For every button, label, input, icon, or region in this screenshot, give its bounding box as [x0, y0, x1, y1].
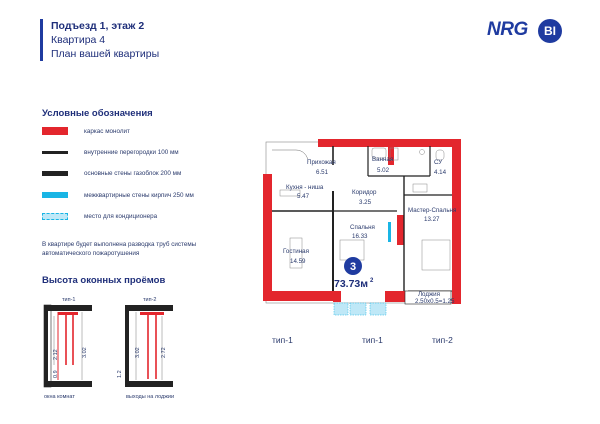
monolith-wall-right: [452, 139, 461, 304]
legend-title: Условные обозначения: [42, 108, 153, 119]
entrance-floor: Подъезд 1, этаж 2: [51, 20, 145, 32]
room-name-bedroom: Спальня: [350, 224, 375, 231]
room-name-kitchen: Кухня - ниша: [286, 184, 324, 191]
monolith-wall-bottom-left: [263, 291, 333, 301]
room-area-kitchen: 5.47: [297, 193, 310, 200]
window-heights-title: Высота оконных проёмов: [42, 275, 166, 286]
plan-window-type-left: тип-1: [272, 335, 293, 345]
room-name-living-room: Гостиная: [283, 248, 309, 255]
room-name-corridor: Коридор: [352, 189, 377, 196]
rooms-count: 3: [349, 261, 357, 273]
monolith-column-mid: [397, 215, 404, 245]
plan-window-type-middle: тип-1: [362, 335, 383, 345]
room-name-bathroom: Ванная: [372, 156, 394, 163]
room-name-master-bedroom: Мастер-Спальня: [408, 207, 457, 214]
monolith-wall-top: [318, 139, 456, 147]
floor-plan: [263, 139, 461, 315]
room-area-wc: 4.14: [434, 169, 447, 176]
aircon-place-1: [350, 303, 366, 315]
window-type-2-dim-2: 2.72: [161, 347, 167, 358]
window-type-2-dim-1: 3.02: [135, 347, 141, 358]
room-area-hallway: 6.51: [316, 169, 329, 176]
room-name-hallway: Прихожая: [307, 159, 336, 166]
logo-text: NRG: [487, 19, 528, 40]
legend-label: каркас монолит: [84, 127, 130, 135]
total-area-unit-sup: 2: [370, 278, 374, 284]
room-area-bedroom: 16.33: [352, 233, 368, 240]
window-type-2-diagram: [117, 297, 174, 400]
legend-label: основные стены газоблок 200 мм: [84, 169, 182, 177]
aircon-place-2: [370, 303, 386, 315]
logo-badge: BI: [538, 19, 562, 43]
window-type-1-caption: окна комнат: [44, 394, 75, 400]
room-area-master-bedroom: 13.27: [424, 216, 440, 223]
legend-label: место для кондиционера: [84, 212, 158, 220]
apartment-number: Квартира 4: [51, 34, 106, 46]
room-area-bathroom: 5.02: [377, 167, 390, 174]
window-type-2-dim-3: 1.2: [117, 370, 123, 378]
room-name-loggia: Лоджия: [418, 291, 440, 298]
window-type-2-caption: выходы на лоджии: [126, 394, 175, 400]
room-area-living-room: 14.59: [290, 258, 306, 265]
legend-label: внутренние перегородки 100 мм: [84, 148, 179, 156]
total-area: 73.73м: [334, 278, 369, 290]
window-type-1-label: тип-1: [62, 297, 76, 303]
aircon-place-3: [334, 303, 348, 315]
window-type-1-dim-1: 2.12: [53, 349, 59, 360]
room-name-wc: СУ: [434, 159, 443, 166]
window-type-1-dim-2: 3.02: [82, 347, 88, 358]
plan-subtitle: План вашей квартиры: [51, 48, 160, 60]
window-type-1-dim-3: 0.9: [53, 370, 59, 378]
plan-window-type-right: тип-2: [432, 335, 453, 345]
room-area-loggia: 2.50x0.5=1.25: [415, 298, 455, 305]
monolith-wall-left: [263, 174, 272, 300]
window-type-2-label: тип-2: [143, 297, 157, 303]
window-type-1-diagram: [44, 297, 92, 400]
fire-suppression-note: В квартире будет выполнена разводка труб системы автоматического пожаротушения: [42, 241, 197, 257]
room-area-corridor: 3.25: [359, 199, 372, 206]
legend-label: межквартирные стены кирпич 250 мм: [84, 191, 194, 199]
